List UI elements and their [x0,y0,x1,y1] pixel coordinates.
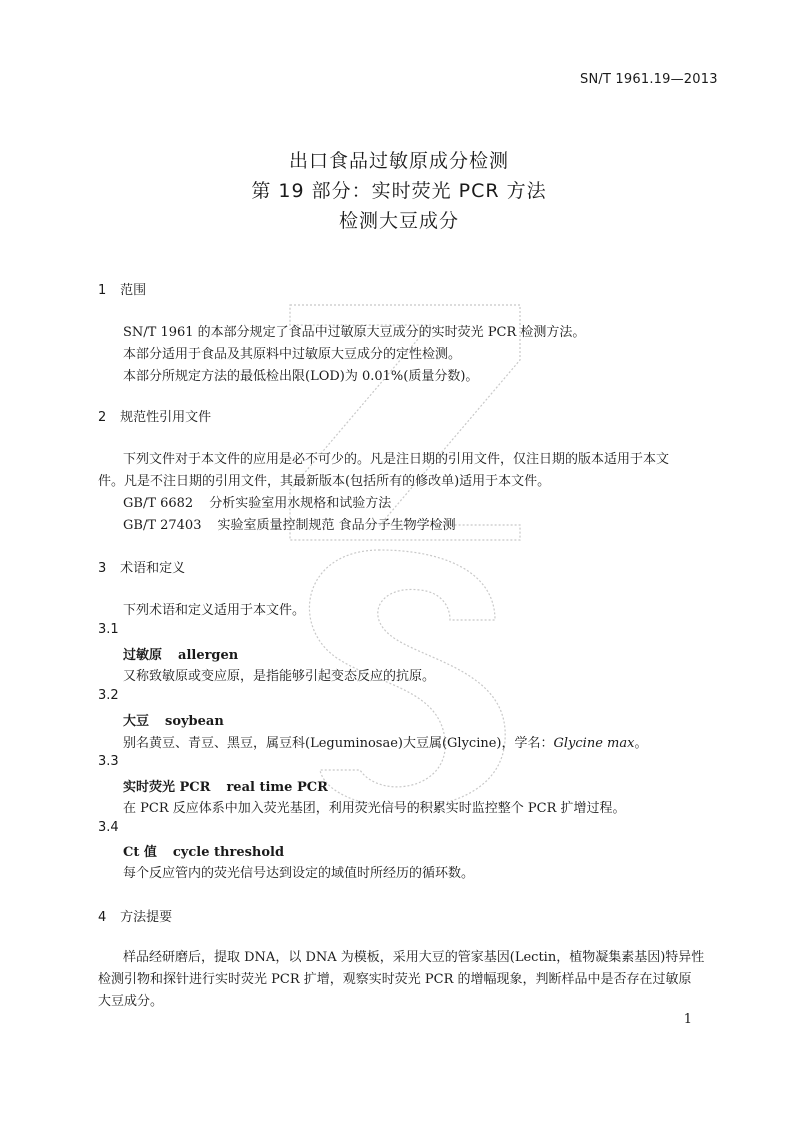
term-3-1-name [123,644,238,663]
term-3-2-name [123,710,224,729]
term-en: soybean [165,714,224,729]
s3-intro: 下列术语和定义适用于本文件。 [123,603,306,618]
section-title: 术语和定义 [120,561,186,576]
section-3-heading [98,557,185,576]
term-3-3-number: 3.3 [98,754,119,769]
page-number: 1 [683,1012,692,1027]
normative-reference-2 [123,514,456,533]
definition-end: 。 [634,736,648,751]
term-zh: 大豆 [123,714,150,729]
term-3-2-definition [123,732,647,751]
term-zh: Ct 值 [123,845,157,860]
doc-title-line3: 检测大豆成分 [338,210,459,232]
s2-paragraph-line2: 件。凡是不注日期的引用文件，其最新版本(包括所有的修改单)适用于本文件。 [98,474,551,489]
term-zh: 实时荧光 PCR [123,780,211,795]
section-number: 1 [98,283,107,298]
term-en: cycle threshold [172,845,285,860]
term-3-3-definition: 在 PCR 反应体系中加入荧光基团，利用荧光信号的积累实时监控整个 PCR 扩增过程。 [123,801,626,816]
s1-paragraph-1: SN/T 1961 的本部分规定了食品中过敏原大豆成分的实时荧光 PCR 检测方法。 [123,325,586,340]
section-1-heading [98,279,146,298]
term-3-4-definition: 每个反应管内的荧光信号达到设定的域值时所经历的循环数。 [123,866,475,881]
term-zh: 过敏原 [123,648,163,663]
reference-title: 分析实验室用水规格和试验方法 [209,496,392,511]
term-3-1-definition: 又称致敏原或变应原，是指能够引起变态反应的抗原。 [123,669,436,684]
latin-name: Glycine max [553,736,635,751]
normative-reference-1 [123,492,391,511]
section-number: 3 [98,561,107,576]
s4-paragraph-line3: 大豆成分。 [98,994,164,1009]
standard-code: SN/T 1961.19—2013 [580,72,718,87]
term-3-4-number: 3.4 [98,820,119,835]
s1-paragraph-3: 本部分所规定方法的最低检出限(LOD)为 0.01%(质量分数)。 [123,369,479,384]
section-number: 2 [98,410,107,425]
term-en: real time PCR [226,780,328,795]
section-2-heading [98,406,211,425]
term-3-1-number: 3.1 [98,622,119,637]
term-en: allergen [178,648,239,663]
term-3-3-name [123,776,328,795]
section-4-heading [98,906,172,925]
definition-text: 别名黄豆、青豆、黑豆，属豆科(Leguminosae)大豆属(Glycine)，学名： [123,736,554,751]
term-3-4-name [123,841,284,860]
s1-paragraph-2: 本部分适用于食品及其原料中过敏原大豆成分的定性检测。 [123,347,462,362]
s4-paragraph-line2: 检测引物和探针进行实时荧光 PCR 扩增，观察实时荧光 PCR 的增幅现象，判断样品中是否存在过敏原 [98,972,692,987]
s2-paragraph-line1: 下列文件对于本文件的应用是必不可少的。凡是注日期的引用文件，仅注日期的版本适用于本文 [123,452,670,467]
doc-title-line1: 出口食品过敏原成分检测 [288,150,509,172]
term-3-2-number: 3.2 [98,688,119,703]
s4-paragraph-line1: 样品经研磨后，提取 DNA，以 DNA 为模板，采用大豆的管家基因(Lectin，植物凝集素基因)特异性 [123,950,705,965]
reference-code: GB/T 6682 [123,496,194,511]
section-number: 4 [98,910,107,925]
doc-title-line2: 第 19 部分：实时荧光 PCR 方法 [251,180,547,202]
section-title: 范围 [120,283,147,298]
reference-title: 实验室质量控制规范 食品分子生物学检测 [217,518,456,533]
reference-code: GB/T 27403 [123,518,202,533]
section-title: 方法提要 [120,910,173,925]
section-title: 规范性引用文件 [120,410,212,425]
